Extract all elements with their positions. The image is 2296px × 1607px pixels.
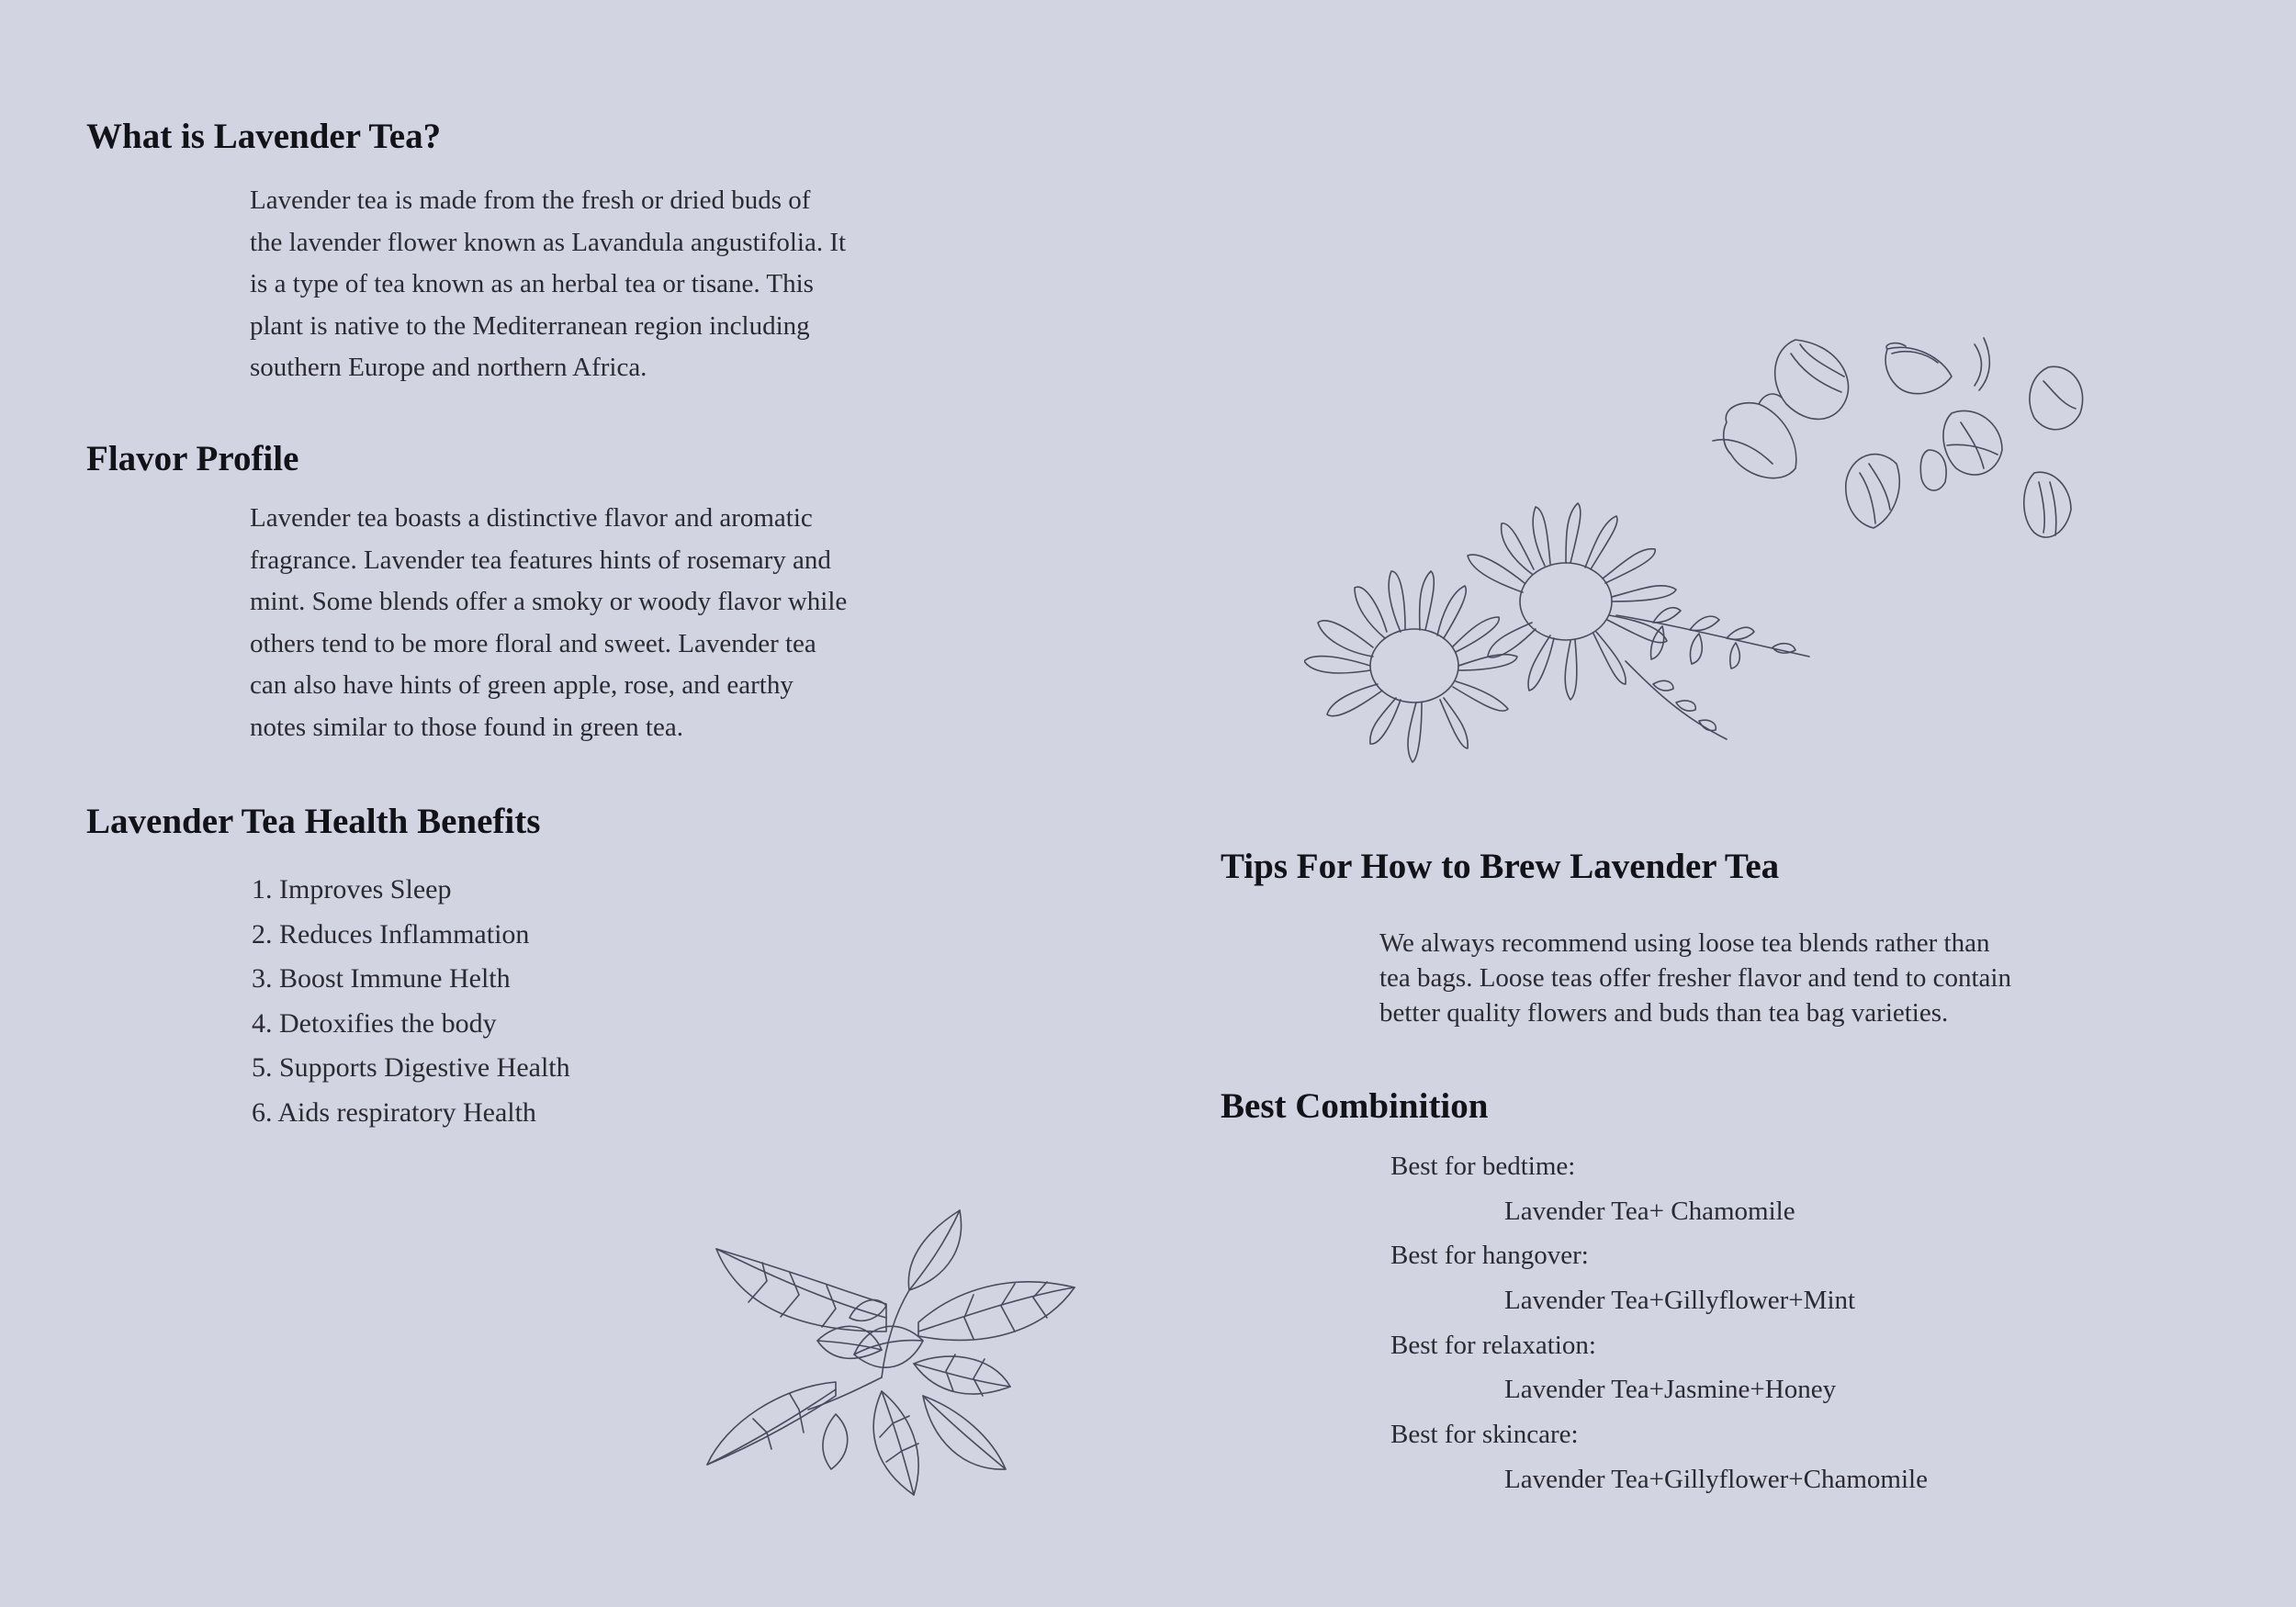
paragraph-line: Lavender tea boasts a distinctive flavor and aromatic [250, 503, 813, 533]
combination-label: Best for skincare: [1390, 1420, 1579, 1450]
paragraph-line: tea bags. Loose teas offer fresher flavor and tend to contain [1379, 963, 2011, 993]
combination-item [1390, 1233, 1928, 1322]
combination-list [1390, 1144, 1928, 1502]
paragraph-line: others tend to be more floral and sweet. Lavender tea [250, 628, 816, 658]
paragraph-line: We always recommend using loose tea blends rather than [1379, 928, 1990, 958]
mint-leaves-illustration [698, 1203, 1084, 1506]
benefits-list [252, 868, 570, 1135]
tips-heading: Tips For How to Brew Lavender Tea [1221, 847, 1780, 886]
combination-item [1390, 1323, 1928, 1412]
combination-item [1390, 1144, 1928, 1233]
paragraph-line: better quality flowers and buds than tea bag varieties. [1379, 998, 1949, 1028]
paragraph-line: the lavender flower known as Lavandula angustifolia. It [250, 227, 847, 257]
benefits-heading: Lavender Tea Health Benefits [86, 802, 541, 841]
paragraph-line: is a type of tea known as an herbal tea or tisane. This [250, 269, 814, 298]
list-item: 6. Aids respiratory Health [252, 1096, 536, 1128]
combination-label: Best for relaxation: [1390, 1330, 1596, 1360]
paragraph-line: fragrance. Lavender tea features hints of rosemary and [250, 545, 831, 575]
combination-label: Best for bedtime: [1390, 1152, 1576, 1181]
paragraph-line: notes similar to those found in green tea. [250, 712, 683, 742]
what-is-heading: What is Lavender Tea? [86, 117, 442, 156]
combination-label: Best for hangover: [1390, 1241, 1589, 1271]
list-item: 3. Boost Immune Helth [252, 963, 511, 994]
paragraph-line: can also have hints of green apple, rose, and earthy [250, 670, 793, 700]
paragraph-line: Lavender tea is made from the fresh or dried buds of [250, 185, 811, 215]
combination-value: Lavender Tea+Jasmine+Honey [1504, 1375, 1837, 1405]
flavor-paragraph [250, 498, 847, 748]
list-item: 1. Improves Sleep [252, 874, 452, 905]
combination-value: Lavender Tea+ Chamomile [1504, 1196, 1795, 1226]
chamomile-flowers-illustration [1304, 496, 1818, 771]
combination-value: Lavender Tea+Gillyflower+Chamomile [1504, 1464, 1928, 1494]
what-is-paragraph [250, 180, 846, 389]
list-item: 2. Reduces Inflammation [252, 918, 530, 950]
combination-heading: Best Combinition [1221, 1086, 1489, 1126]
paragraph-line: southern Europe and northern Africa. [250, 353, 647, 382]
combination-value: Lavender Tea+Gillyflower+Mint [1504, 1286, 1856, 1316]
paragraph-line: plant is native to the Mediterranean region including [250, 310, 810, 341]
list-item: 5. Supports Digestive Health [252, 1052, 570, 1083]
list-item: 4. Detoxifies the body [252, 1007, 497, 1039]
combination-item [1390, 1412, 1928, 1501]
flavor-heading: Flavor Profile [86, 439, 299, 478]
paragraph-line: mint. Some blends offer a smoky or woody flavor while [250, 587, 848, 616]
tips-paragraph [1379, 926, 2011, 1030]
